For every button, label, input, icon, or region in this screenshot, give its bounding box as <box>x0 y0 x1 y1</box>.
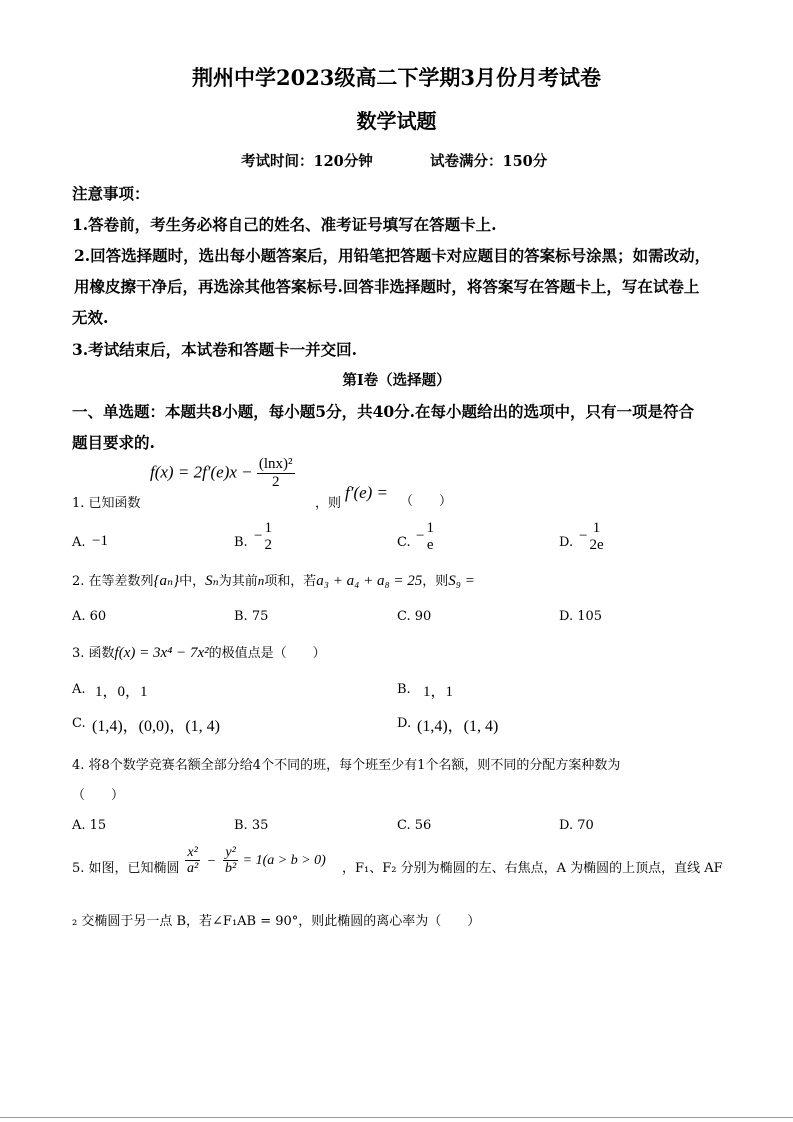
q4-option-a: A. 15 <box>72 818 107 833</box>
q2-ask: S₉ = <box>448 573 475 589</box>
q4-text: 4. 将8个数学竞赛名额全部分给4个不同的班，每个班至少有1个名额，则不同的分配方案种数为 <box>72 758 621 773</box>
notice-item-3: 3.考试结束后，本试卷和答题卡一并交回. <box>72 340 358 359</box>
notice-item-2-line-3: 无效. <box>72 308 109 327</box>
q3-option-d-label: D. <box>397 716 412 731</box>
q2-option-b: B. 75 <box>234 609 269 624</box>
q4-option-b: B. 35 <box>234 818 269 833</box>
q1-paren: （ ） <box>400 494 453 509</box>
q1-b-sign: − <box>254 527 263 544</box>
q4-paren: （ ） <box>72 788 125 803</box>
q3-option-d-value: (1,4)，(1, 4) <box>417 718 499 735</box>
exam-title: 荆州中学2023级高二下学期3月份月考试卷 <box>191 65 602 90</box>
q1-option-a-label: A. <box>72 535 86 550</box>
q3-option-a-value: 1，0，1 <box>95 684 148 700</box>
q2-mid3: 项和，若 <box>264 574 317 589</box>
q1-c-den: e <box>426 536 434 553</box>
section-intro-line-2: 题目要求的. <box>72 433 155 452</box>
q2-line <box>72 570 475 590</box>
q5-mid: ，F₁、F₂ 分别为椭圆的左、右焦点，A 为椭圆的上顶点，直线 AF <box>342 861 723 876</box>
q2-sn: Sₙ <box>205 573 219 589</box>
q4-option-d: D. 70 <box>559 818 594 833</box>
q1-b-den: 2 <box>264 536 272 553</box>
q3-suffix: 的极值点是（ ） <box>208 646 326 661</box>
q5-frac-2 <box>223 845 238 877</box>
q2-mid4: ，则 <box>422 574 449 589</box>
q1-d-num: 1 <box>592 520 601 536</box>
q1-frac-num: (lnx)² <box>258 456 293 472</box>
notice-item-2-line-2: 用橡皮擦干净后，再选涂其他答案标号.回答非选择题时，将答案写在答题卡上，写在试卷上 <box>74 277 700 296</box>
q2-option-a: A. 60 <box>72 609 107 624</box>
q2-n: n <box>257 573 265 588</box>
q1-option-c-label: C. <box>397 535 411 550</box>
q1-c-sign: − <box>416 527 425 544</box>
q1-mid: ，则 <box>315 496 342 511</box>
q1-c-num: 1 <box>426 520 434 536</box>
q1-b-num: 1 <box>264 520 272 536</box>
q1-option-b-value <box>254 520 274 553</box>
q3-option-b-value: 1，1 <box>423 684 454 700</box>
part-heading: 第Ⅰ卷（选择题） <box>342 372 451 389</box>
q1-d-frac <box>587 520 605 553</box>
q5-frac-2-num: y² <box>223 845 238 861</box>
section-intro-line-1: 一、单选题：本题共8小题，每小题5分，共40分.在每小题给出的选项中，只有一项是符合 <box>72 402 695 421</box>
q1-d-den: 2e <box>589 536 604 553</box>
notice-item-1: 1.答卷前，考生务必将自己的姓名、准考证号填写在答题卡上. <box>72 215 497 234</box>
q1-expr: f(x) = 2f′(e)x − <box>150 462 257 482</box>
exam-score: 试卷满分：150分 <box>430 153 548 170</box>
q4-option-c: C. 56 <box>397 818 432 833</box>
q5-prefix: 5. 如图，已知椭圆 <box>72 861 180 876</box>
q2-seq: {aₙ} <box>153 573 180 589</box>
q1-fraction <box>257 456 295 490</box>
q2-option-c: C. 90 <box>397 609 432 624</box>
q1-prefix: 1. 已知函数 <box>72 496 141 511</box>
q5-frac-1 <box>185 845 200 877</box>
q2-option-d: D. 105 <box>559 609 603 624</box>
q5-frac-2-den: b² <box>225 861 237 877</box>
q5-line-2: ₂ 交椭圆于另一点 B，若∠F₁AB = 90°，则此椭圆的离心率为（ ） <box>72 914 481 929</box>
q5-frac-1-den: a² <box>187 861 199 877</box>
exam-time: 考试时间：120分钟 <box>241 153 373 170</box>
q5-cond: = 1(a > b > 0) <box>242 852 326 868</box>
q1-formula <box>150 456 295 490</box>
q1-option-d-value <box>579 520 606 553</box>
q5-frac-1-num: x² <box>185 845 200 861</box>
q5-formula: $\frac{\text{x²}}{\text{a²}}$ − $\frac{\text{y²}}{\text{b²}}$ = 1(a > b > 0) <box>187 845 326 877</box>
q1-d-sign: − <box>579 527 588 544</box>
q3-expr: f(x) = 3x⁴ − 7x² <box>114 645 209 661</box>
page-bottom-rule <box>0 1117 793 1118</box>
q1-b-frac <box>262 520 274 553</box>
subject-title: 数学试题 <box>356 109 437 133</box>
q1-option-a-value: −1 <box>92 533 108 549</box>
notice-item-2-line-1: 2.回答选择题时，选出每小题答案后，用铅笔把答题卡对应题目的答案标号涂黑；如需改动， <box>74 246 711 265</box>
q1-frac-den: 2 <box>271 473 280 490</box>
q2-mid1: 中， <box>179 574 206 589</box>
q3-option-c-label: C. <box>72 716 86 731</box>
q1-option-d-label: D. <box>559 535 574 550</box>
q3-prefix: 3. 函数 <box>72 646 115 661</box>
q2-mid2: 为其前 <box>218 574 258 589</box>
q2-prefix: 2. 在等差数列 <box>72 574 154 589</box>
notice-heading: 注意事项： <box>72 184 150 203</box>
q3-option-a-label: A. <box>72 682 86 697</box>
q1-c-frac <box>424 520 436 553</box>
q2-cond: a₃ + a₄ + a₈ = 25 <box>316 573 423 589</box>
q1-option-b-label: B. <box>234 535 248 550</box>
q3-option-c-value: (1,4)，(0,0)，(1, 4) <box>92 718 220 735</box>
q1-option-c-value <box>416 520 436 553</box>
q3-option-b-label: B. <box>397 682 411 697</box>
q1-ask: f′(e) = <box>345 483 389 502</box>
q3-line <box>72 642 326 662</box>
